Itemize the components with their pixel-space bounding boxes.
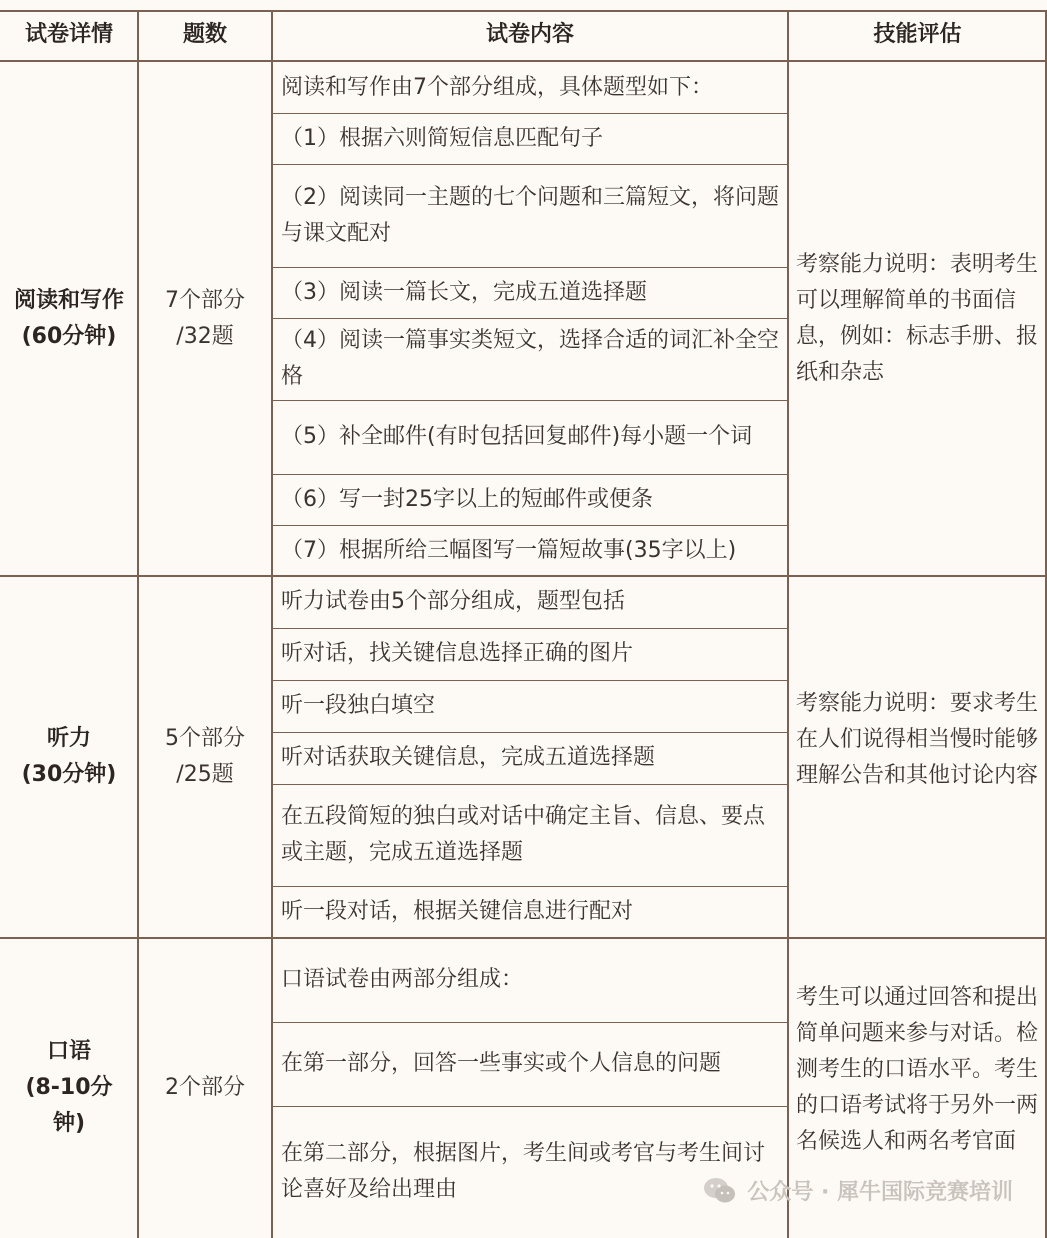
speaking-skill: 考生可以通过回答和提出简单问题来参与对话。检测考生的口语水平。考生的口语考试将于另外一两名候选人和两名考官面 — [796, 985, 1039, 1154]
speaking-item: 在第一部分，回答一些事实或个人信息的问题 — [281, 1051, 722, 1076]
header-exam-details: 试卷详情 — [24, 22, 113, 47]
speaking-time: (8-10分钟) — [25, 1075, 113, 1136]
divider — [272, 474, 788, 475]
reading-item: （6）写一封25字以上的短邮件或便条 — [281, 486, 653, 512]
reading-item: （3）阅读一篇长文，完成五道选择题 — [281, 279, 647, 305]
section-listening-count — [138, 576, 272, 938]
border-col2 — [271, 10, 273, 1238]
listening-skill: 考察能力说明：要求考生在人们说得相当慢时能够理解公告和其他讨论内容 — [796, 691, 1039, 788]
listening-title: 听力 — [46, 726, 91, 751]
divider — [272, 886, 788, 887]
section-reading-title — [0, 62, 138, 576]
reading-skill: 考察能力说明：表明考生可以理解简单的书面信息，例如：标志手册、报纸和杂志 — [796, 252, 1039, 385]
reading-item: （7）根据所给三幅图写一篇短故事(35字以上) — [281, 537, 737, 563]
header-question-count: 题数 — [182, 22, 227, 47]
border-col3 — [787, 10, 789, 1238]
listening-item: 听一段对话，根据关键信息进行配对 — [281, 899, 634, 924]
divider — [272, 400, 788, 401]
listening-item: 听一段独白填空 — [281, 693, 436, 718]
border-top — [0, 10, 1047, 12]
reading-item: （2）阅读同一主题的七个问题和三篇短文，将问题与课文配对 — [281, 184, 779, 246]
divider — [272, 267, 788, 268]
section-reading-count — [138, 62, 272, 576]
divider — [272, 318, 788, 319]
section-speaking-count — [138, 938, 272, 1238]
reading-item: （1）根据六则简短信息匹配句子 — [281, 125, 603, 151]
reading-count-parts: 7个部分 — [165, 288, 245, 313]
divider — [272, 525, 788, 526]
watermark-text: 公众号 · 犀牛国际竞赛培训 — [747, 1180, 1013, 1205]
section-listening-title — [0, 576, 138, 938]
speaking-item: 在第二部分，根据图片，考生间或考官与考生间讨论喜好及给出理由 — [281, 1141, 766, 1202]
border-listening-bottom — [0, 937, 1047, 939]
divider — [272, 628, 788, 629]
speaking-count-parts: 2个部分 — [165, 1075, 245, 1100]
section-speaking-title — [0, 938, 138, 1238]
border-col1 — [137, 10, 139, 1238]
wechat-icon — [703, 1176, 737, 1206]
border-reading-bottom — [0, 575, 1047, 577]
listening-item: 听对话获取关键信息，完成五道选择题 — [281, 745, 656, 770]
reading-item: （4）阅读一篇事实类短文，选择合适的词汇补全空格 — [281, 328, 779, 389]
header-skill-assessment: 技能评估 — [873, 22, 962, 47]
listening-count-questions: /25题 — [176, 762, 234, 787]
divider — [272, 680, 788, 681]
divider — [272, 164, 788, 165]
speaking-item: 口语试卷由两部分组成： — [281, 967, 524, 992]
divider — [272, 1106, 788, 1107]
border-header-bottom — [0, 60, 1047, 62]
reading-title: 阅读和写作 — [13, 288, 124, 313]
reading-count-questions: /32题 — [176, 324, 234, 349]
speaking-title: 口语 — [46, 1039, 91, 1064]
listening-count-parts: 5个部分 — [165, 726, 245, 751]
header-exam-content: 试卷内容 — [485, 22, 574, 47]
divider — [272, 113, 788, 114]
watermark — [703, 1175, 1013, 1206]
listening-time: (30分钟) — [21, 762, 117, 787]
listening-item: 听力试卷由5个部分组成，题型包括 — [281, 589, 625, 614]
divider — [272, 732, 788, 733]
reading-time: (60分钟) — [21, 324, 117, 349]
reading-item: （5）补全邮件(有时包括回复邮件)每小题一个词 — [281, 424, 753, 449]
divider — [272, 1022, 788, 1023]
listening-item: 在五段简短的独白或对话中确定主旨、信息、要点或主题，完成五道选择题 — [281, 804, 766, 865]
divider — [272, 784, 788, 785]
reading-item: 阅读和写作由7个部分组成，具体题型如下： — [281, 74, 713, 100]
listening-item: 听对话，找关键信息选择正确的图片 — [281, 641, 634, 666]
